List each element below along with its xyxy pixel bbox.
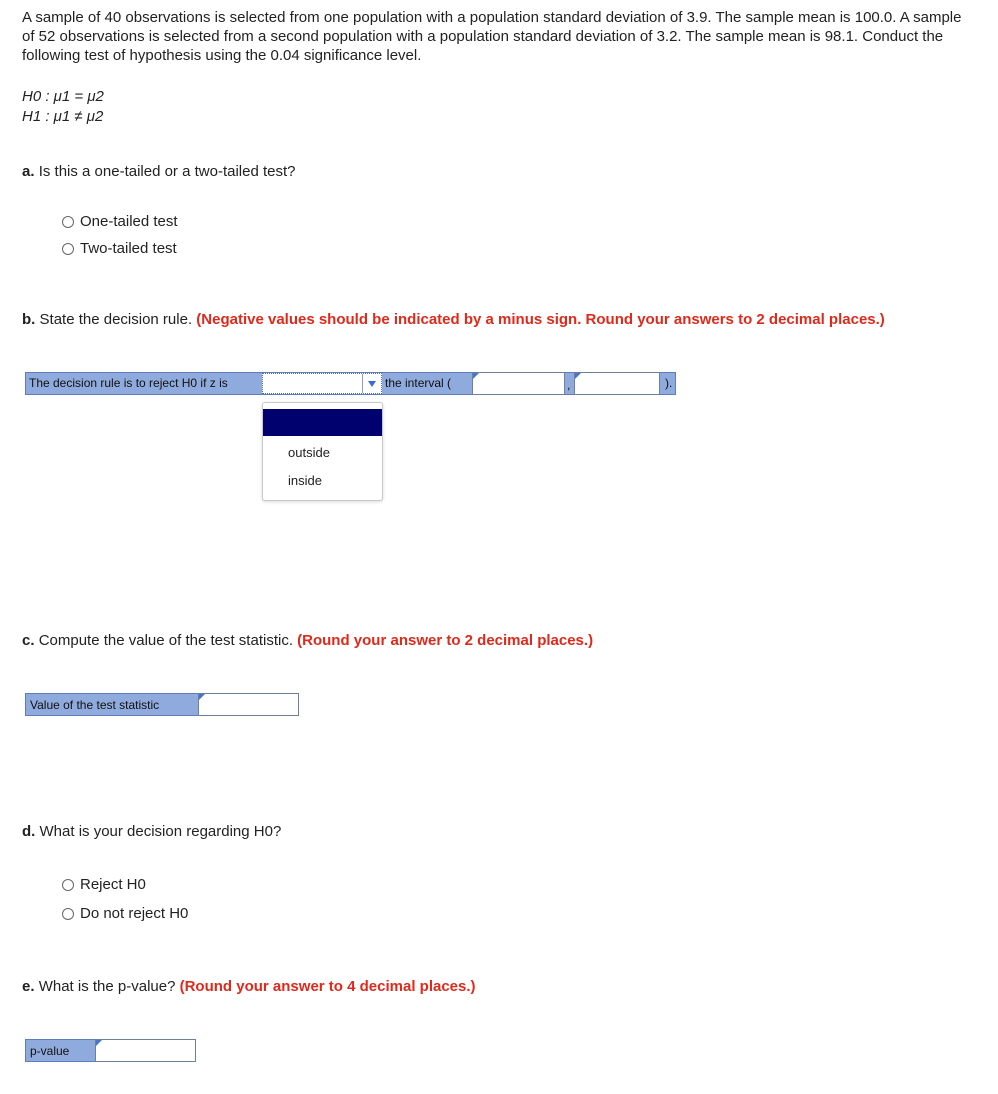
part-b-note: (Negative values should be indicated by a minus sign. Round your answers to 2 decimal places.): [196, 311, 885, 328]
interval-label: the interval (: [385, 376, 452, 390]
one-tailed-radio[interactable]: [62, 216, 74, 228]
part-d-letter: d.: [22, 823, 36, 840]
interval-close: ).: [665, 376, 673, 390]
do-not-reject-label[interactable]: Do not reject H0: [80, 905, 189, 922]
part-e-text: What is the p-value?: [38, 978, 176, 995]
part-c-letter: c.: [22, 632, 35, 649]
chevron-down-icon[interactable]: [362, 374, 381, 393]
part-b-question: [22, 311, 885, 328]
select-dropdown-menu: [262, 402, 383, 501]
part-c-question: [22, 632, 593, 649]
part-e-question: [22, 978, 476, 995]
test-statistic-label: Value of the test statistic: [25, 693, 199, 716]
dropdown-highlighted-blank[interactable]: [263, 409, 382, 436]
reject-radio[interactable]: [62, 879, 74, 891]
null-hypothesis: H0 : μ1 = μ2: [22, 88, 104, 105]
alternative-hypothesis: H1 : μ1 ≠ μ2: [22, 108, 104, 125]
part-e-note: (Round your answer to 4 decimal places.): [179, 978, 476, 995]
interval-lower-input[interactable]: [472, 372, 565, 395]
two-tailed-radio[interactable]: [62, 243, 74, 255]
option-reject[interactable]: [62, 876, 146, 893]
part-c-note: (Round your answer to 2 decimal places.): [297, 632, 594, 649]
part-d-question: [22, 823, 281, 840]
test-statistic-input[interactable]: [198, 693, 299, 716]
option-one-tailed[interactable]: [62, 213, 178, 230]
flag-icon: [575, 373, 581, 379]
decision-rule-label: The decision rule is to reject H0 if z is: [29, 376, 228, 390]
dropdown-option-outside[interactable]: outside: [288, 445, 330, 460]
reject-label[interactable]: Reject H0: [80, 876, 146, 893]
option-do-not-reject[interactable]: [62, 905, 188, 922]
flag-icon: [199, 694, 205, 700]
part-c-text: Compute the value of the test statistic.: [38, 632, 293, 649]
outside-inside-select[interactable]: [262, 373, 382, 394]
flag-icon: [96, 1040, 102, 1046]
part-a-question: [22, 163, 296, 180]
interval-comma: ,: [567, 378, 571, 392]
part-a-letter: a.: [22, 163, 35, 180]
interval-upper-input[interactable]: [574, 372, 660, 395]
part-d-text: What is your decision regarding H0?: [39, 823, 282, 840]
part-b-text: State the decision rule.: [39, 311, 193, 328]
part-a-text: Is this a one-tailed or a two-tailed test?: [38, 163, 296, 180]
p-value-label: p-value: [25, 1039, 97, 1062]
flag-icon: [473, 373, 479, 379]
problem-statement: A sample of 40 observations is selected from one population with a population standard deviation of 3.9. The sample mean is 100.0. A sample of 52 observations is selected from a second population with a population standard deviation of 3.2. The sample mean is 98.1. Conduct the following test of hypothesis using the 0.04 significance level.: [22, 9, 962, 64]
part-e-letter: e.: [22, 978, 35, 995]
part-b-letter: b.: [22, 311, 36, 328]
p-value-input[interactable]: [95, 1039, 196, 1062]
dropdown-option-inside[interactable]: inside: [288, 473, 322, 488]
option-two-tailed[interactable]: [62, 240, 177, 257]
one-tailed-label[interactable]: One-tailed test: [80, 213, 178, 230]
do-not-reject-radio[interactable]: [62, 908, 74, 920]
two-tailed-label[interactable]: Two-tailed test: [80, 240, 177, 257]
